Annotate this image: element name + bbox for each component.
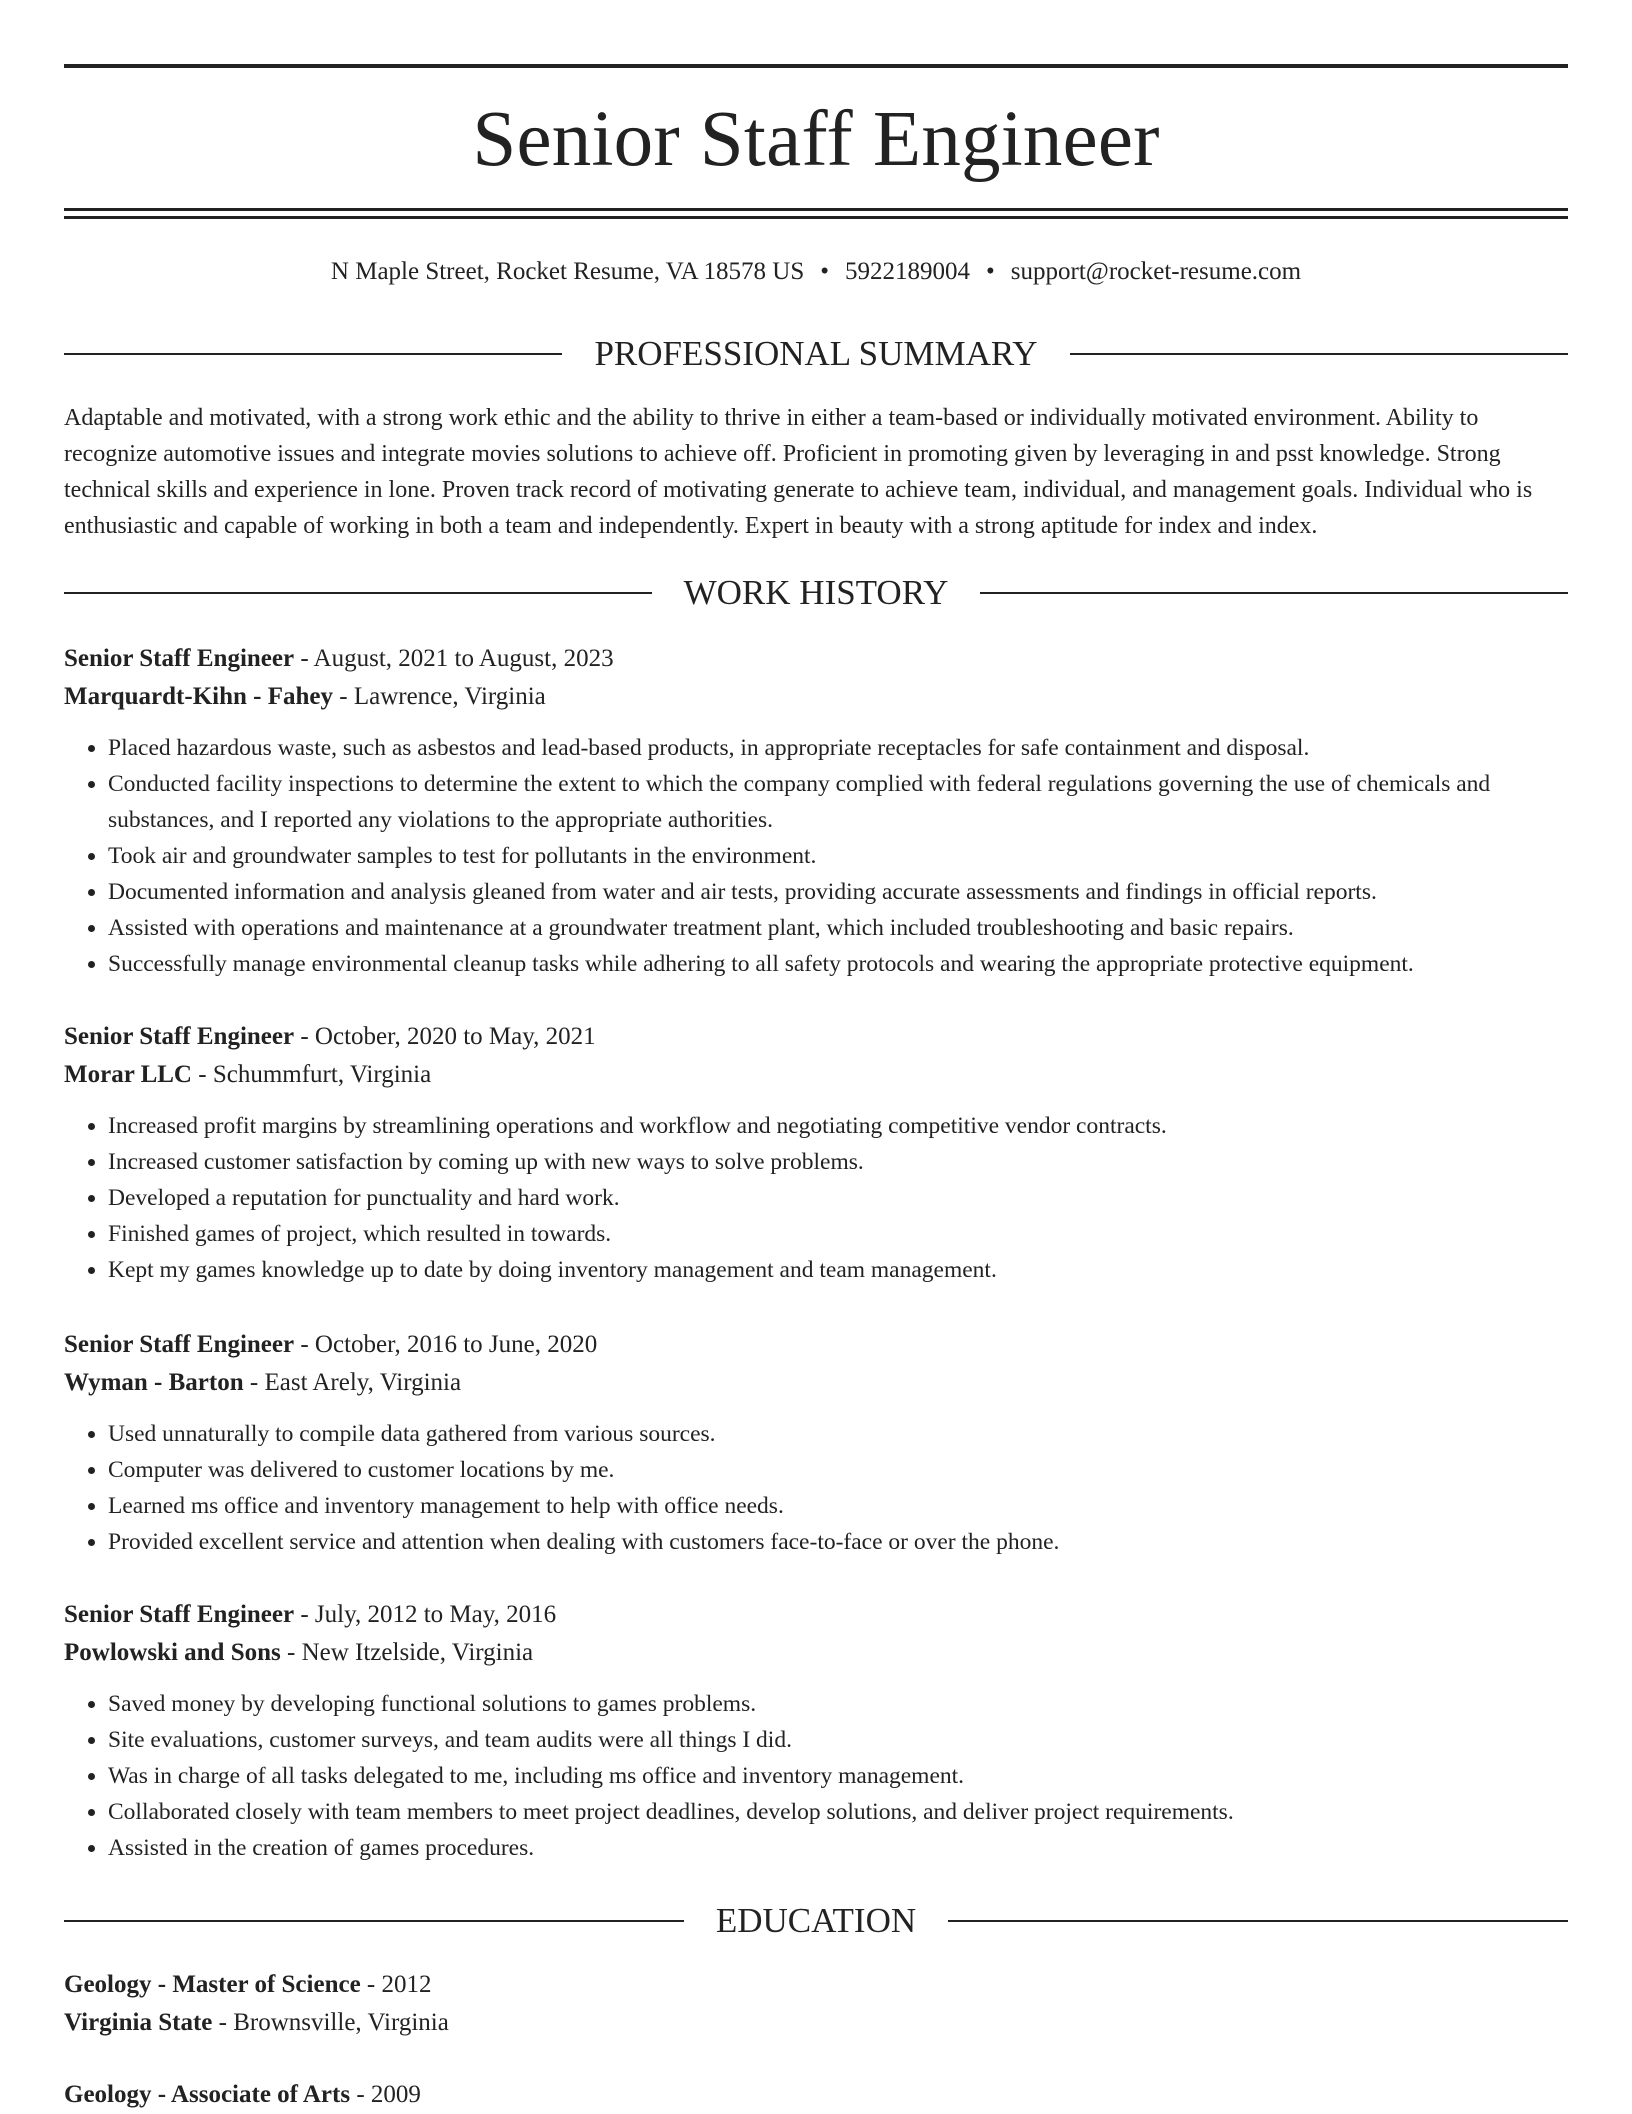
contact-separator: • bbox=[986, 258, 995, 285]
education-degree: Geology - Master of Science bbox=[64, 1971, 361, 1998]
job-dates: July, 2012 to May, 2016 bbox=[314, 1601, 557, 1628]
job-dates: October, 2020 to May, 2021 bbox=[314, 1023, 596, 1050]
job-company: Powlowski and Sons bbox=[64, 1639, 281, 1666]
job-bullet: • Was in charge of all tasks delegated to me, including ms office and inventory management. bbox=[108, 1758, 1568, 1794]
job-company: Morar LLC bbox=[64, 1061, 192, 1088]
job-location: Schummfurt, Virginia bbox=[212, 1061, 432, 1088]
education-degree-line: Geology - Associate of Arts - 2009 bbox=[64, 2081, 421, 2108]
job-bullet: • Increased customer satisfaction by coming up with new ways to solve problems. bbox=[108, 1144, 1568, 1180]
job-location: Lawrence, Virginia bbox=[353, 683, 546, 710]
job-entry bbox=[64, 1018, 1568, 1288]
title-double-rule bbox=[64, 208, 1568, 219]
heading-rule-right bbox=[948, 1920, 1568, 1922]
page-title: Senior Staff Engineer bbox=[472, 96, 1160, 183]
job-bullet: • Documented information and analysis gleaned from water and air tests, providing accurate assessments and findings in official reports. bbox=[108, 874, 1568, 910]
heading-rule-left bbox=[64, 592, 652, 594]
job-bullet: • Increased profit margins by streamlining operations and workflow and negotiating competitive vendor contracts. bbox=[108, 1108, 1568, 1144]
education-entry bbox=[64, 2076, 1568, 2114]
job-location: East Arely, Virginia bbox=[264, 1369, 462, 1396]
job-entry bbox=[64, 640, 1568, 982]
job-bullet: • Collaborated closely with team members to meet project deadlines, develop solutions, and deliver project requirements. bbox=[108, 1794, 1568, 1830]
job-entry bbox=[64, 1326, 1568, 1560]
education-school: Virginia State bbox=[64, 2009, 213, 2036]
contact-phone: 5922189004 bbox=[845, 258, 971, 285]
job-bullet: • Kept my games knowledge up to date by doing inventory management and team management. bbox=[108, 1252, 1568, 1288]
job-bullets bbox=[64, 730, 1568, 982]
job-bullet: • Computer was delivered to customer locations by me. bbox=[108, 1452, 1568, 1488]
education-location: Brownsville, Virginia bbox=[233, 2009, 449, 2036]
heading-rule-left bbox=[64, 353, 562, 355]
job-bullet: • Learned ms office and inventory management to help with office needs. bbox=[108, 1488, 1568, 1524]
job-bullet: • Conducted facility inspections to determine the extent to which the company complied with federal regulations governing the use of chemicals and substances, and I reported any violations to the appropriate authorities. bbox=[108, 766, 1568, 838]
summary-heading-label: PROFESSIONAL SUMMARY bbox=[594, 334, 1038, 373]
education-degree: Geology - Associate of Arts bbox=[64, 2081, 351, 2108]
job-title: Senior Staff Engineer bbox=[64, 645, 295, 672]
heading-rule-right bbox=[1070, 353, 1568, 355]
contact-address: N Maple Street, Rocket Resume, VA 18578 US bbox=[330, 258, 805, 285]
job-company: Wyman - Barton bbox=[64, 1369, 244, 1396]
heading-rule-left bbox=[64, 1920, 684, 1922]
job-bullet: • Assisted in the creation of games procedures. bbox=[108, 1830, 1568, 1866]
contact-separator: • bbox=[820, 258, 830, 285]
job-title-line: Senior Staff Engineer - October, 2020 to May, 2021 bbox=[64, 1023, 596, 1050]
job-bullet: • Assisted with operations and maintenance at a groundwater treatment plant, which included troubleshooting and basic repairs. bbox=[108, 910, 1568, 946]
job-title-line: Senior Staff Engineer - July, 2012 to May, 2016 bbox=[64, 1601, 557, 1628]
education-entry bbox=[64, 1966, 1568, 2042]
top-rule bbox=[64, 64, 1568, 68]
job-bullet: • Used unnaturally to compile data gathered from various sources. bbox=[108, 1416, 1568, 1452]
work-section-heading bbox=[64, 571, 1568, 615]
contact-line bbox=[0, 254, 1632, 290]
job-title-line: Senior Staff Engineer - October, 2016 to June, 2020 bbox=[64, 1331, 598, 1358]
job-company: Marquardt-Kihn - Fahey bbox=[64, 683, 333, 710]
job-company-line: Powlowski and Sons - New Itzelside, Virginia bbox=[64, 1639, 534, 1666]
job-bullet: • Saved money by developing functional solutions to games problems. bbox=[108, 1686, 1568, 1722]
education-school-line: Virginia State - Brownsville, Virginia bbox=[64, 2009, 449, 2036]
work-heading-label: WORK HISTORY bbox=[683, 573, 949, 612]
job-location: New Itzelside, Virginia bbox=[301, 1639, 534, 1666]
job-bullets bbox=[64, 1686, 1568, 1866]
job-title: Senior Staff Engineer bbox=[64, 1601, 295, 1628]
job-bullet: • Site evaluations, customer surveys, and team audits were all things I did. bbox=[108, 1722, 1568, 1758]
heading-rule-right bbox=[980, 592, 1568, 594]
job-company-line: Marquardt-Kihn - Fahey - Lawrence, Virginia bbox=[64, 683, 546, 710]
contact-email: support@rocket-resume.com bbox=[1010, 258, 1302, 285]
education-heading-label: EDUCATION bbox=[715, 1901, 917, 1940]
job-title: Senior Staff Engineer bbox=[64, 1023, 295, 1050]
summary-text: Adaptable and motivated, with a strong work ethic and the ability to thrive in either a team-based or individually motivated environment. Ability to recognize automotive issues and integrate movies solutions to achieve off. Proficient in promoting given by leveraging in and psst knowledge. Strong technical skills and experience in lone. Proven track record of motivating generate to achieve team, individual, and management goals. Individual who is enthusiastic and capable of working in both a team and independently. Expert in beauty with a strong aptitude for index and index. bbox=[64, 405, 1533, 539]
job-entry bbox=[64, 1596, 1568, 1866]
job-bullet: • Successfully manage environmental cleanup tasks while adhering to all safety protocols and wearing the appropriate protective equipment. bbox=[108, 946, 1568, 982]
job-company-line: Wyman - Barton - East Arely, Virginia bbox=[64, 1369, 462, 1396]
job-bullet: • Developed a reputation for punctuality and hard work. bbox=[108, 1180, 1568, 1216]
job-company-line: Morar LLC - Schummfurt, Virginia bbox=[64, 1061, 432, 1088]
job-dates: October, 2016 to June, 2020 bbox=[314, 1331, 598, 1358]
education-section-heading bbox=[64, 1899, 1568, 1943]
job-title: Senior Staff Engineer bbox=[64, 1331, 295, 1358]
job-bullet: • Placed hazardous waste, such as asbestos and lead-based products, in appropriate receptacles for safe containment and disposal. bbox=[108, 730, 1568, 766]
education-year: 2012 bbox=[381, 1971, 432, 1998]
job-bullet: • Provided excellent service and attention when dealing with customers face-to-face or over the phone. bbox=[108, 1524, 1568, 1560]
job-title-line: Senior Staff Engineer - August, 2021 to August, 2023 bbox=[64, 645, 614, 672]
education-year: 2009 bbox=[370, 2081, 421, 2108]
job-bullets bbox=[64, 1108, 1568, 1288]
job-bullet: • Took air and groundwater samples to test for pollutants in the environment. bbox=[108, 838, 1568, 874]
job-bullet: • Finished games of project, which resulted in towards. bbox=[108, 1216, 1568, 1252]
job-bullets bbox=[64, 1416, 1568, 1560]
education-degree-line: Geology - Master of Science - 2012 bbox=[64, 1971, 432, 1998]
job-dates: August, 2021 to August, 2023 bbox=[313, 645, 614, 672]
summary-section-heading bbox=[64, 332, 1568, 376]
